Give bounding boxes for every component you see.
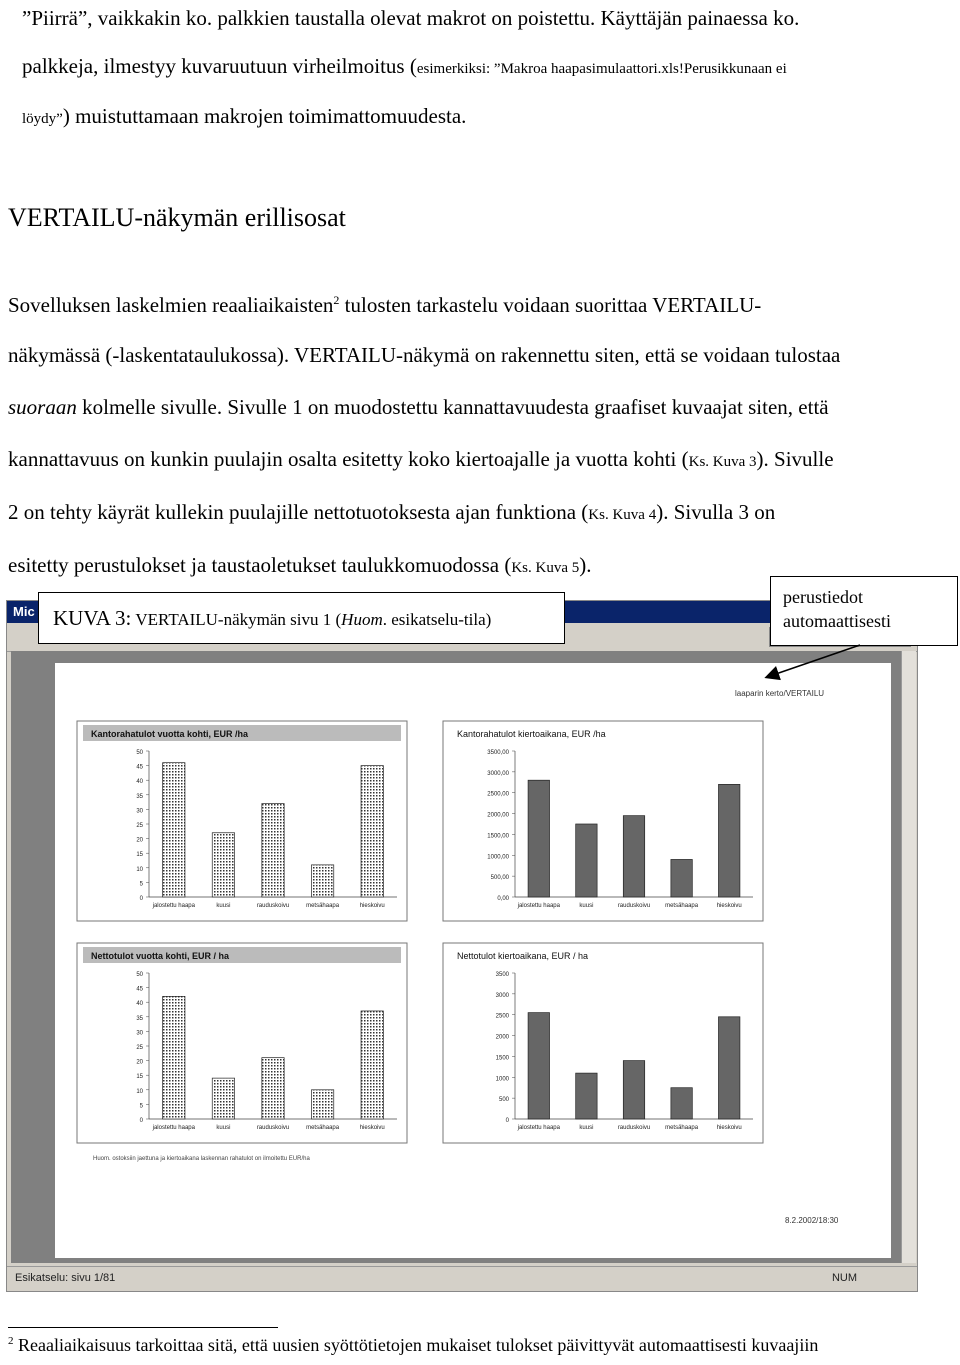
paragraph-line-3: [8, 395, 829, 420]
chart-3-xtick: jalostettu haapa: [152, 1125, 195, 1131]
intro-text-3a: löydy”: [22, 111, 63, 127]
chart-1-ytick: 10: [136, 866, 143, 873]
chart-3-ytick: 25: [136, 1045, 143, 1051]
p6-ref: Ks. Kuva 5: [511, 560, 580, 576]
p3-italic: suoraan: [8, 395, 77, 419]
chart-1-xtick: hieskoivu: [359, 903, 385, 909]
chart-1-ytick: 5: [139, 881, 143, 888]
chart-3-ytick: 40: [136, 1001, 143, 1008]
chart-4-bar: [718, 1017, 739, 1119]
window-title: Mic: [13, 604, 35, 619]
chart-2-title: Kantorahatulot kiertoaikana, EUR /ha: [457, 729, 606, 739]
chart-4-ytick: 2000: [495, 1034, 509, 1041]
chart-3-ytick: 45: [136, 986, 143, 993]
chart-3-frame: [77, 943, 407, 1143]
chart-4-bar: [528, 1013, 549, 1119]
caption-italic: Huom: [341, 610, 383, 629]
chart-1-ytick: 20: [136, 837, 143, 844]
chart-4-xtick: jalostettu haapa: [517, 1125, 560, 1131]
chart-2-ytick: 1000,00: [487, 854, 509, 861]
p3-text: kolmelle sivulle. Sivulle 1 on muodostettu kannattavuudesta graafiset kuvaajat siten, että: [76, 395, 829, 419]
p6-text-c: ).: [579, 553, 592, 577]
chart-3-xtick: kuusi: [216, 1125, 231, 1131]
charts-canvas: [55, 663, 891, 1258]
chart-2-ytick: 3000,00: [487, 770, 509, 777]
chart-2-ytick: 0,00: [497, 896, 509, 902]
excel-screenshot: [6, 600, 918, 1292]
chart-1-ytick: 50: [136, 750, 143, 756]
callout-line-2: automaattisesti: [783, 611, 891, 631]
chart-3-title: Nettotulot vuotta kohti, EUR / ha: [91, 951, 229, 961]
chart-4-ytick: 1000: [495, 1076, 509, 1083]
chart-1-ytick: 35: [136, 793, 143, 800]
chart-3-xtick: metsähaapa: [306, 1125, 340, 1131]
chart-4-xtick: metsähaapa: [665, 1125, 699, 1131]
chart-1-ytick: 40: [136, 779, 143, 786]
chart-3-ytick: 10: [136, 1088, 143, 1095]
chart-3-bar: [262, 1058, 284, 1119]
chart-3-xtick: hieskoivu: [359, 1125, 385, 1131]
callout-box: [770, 576, 958, 646]
p1-text-b: tulosten tarkastelu voidaan suorittaa VERTAILU-: [339, 293, 762, 317]
chart-1-frame: [77, 721, 407, 921]
chart-2-xtick: jalostettu haapa: [517, 903, 560, 909]
chart-4-title: Nettotulot kiertoaikana, EUR / ha: [457, 951, 589, 961]
chart-2-ytick: 2500,00: [487, 791, 509, 798]
intro-line-1: [22, 6, 799, 31]
intro-text-1: ”Piirrä”, vaikkakin ko. palkkien taustalla olevat makrot on poistettu. Käyttäjän painaessa ko.: [22, 6, 800, 30]
chart-4-xtick: kuusi: [579, 1125, 594, 1131]
p4-text-c: ). Sivulle: [756, 447, 834, 471]
chart-1-xtick: rauduskoivu: [256, 903, 290, 909]
chart-1-ytick: 25: [136, 823, 143, 829]
chart-3-ytick: 5: [139, 1103, 143, 1110]
chart-4-ytick: 1500: [495, 1055, 509, 1062]
chart-3-ytick: 30: [136, 1030, 143, 1037]
caption-label: KUVA 3:: [53, 606, 132, 630]
status-bar: [7, 1266, 917, 1291]
chart-3-xtick: rauduskoivu: [256, 1125, 290, 1131]
page-header: laaparin kerto/VERTAILU: [735, 689, 825, 698]
section-heading: VERTAILU-näkymän erillisosat: [8, 203, 346, 232]
chart-1-xtick: kuusi: [216, 903, 231, 909]
paragraph-line-2: näkymässä (-laskentataulukossa). VERTAILU-näkymä on rakennettu siten, että se voidaan tulostaa: [8, 343, 841, 367]
intro-line-2: [22, 54, 787, 79]
p4-ref: Ks. Kuva 3: [688, 454, 757, 470]
footnote-number: 2: [8, 1335, 14, 1347]
chart-4-ytick: 500: [498, 1097, 509, 1104]
chart-2-xtick: rauduskoivu: [617, 903, 651, 909]
chart-2-ytick: 1500,00: [487, 833, 509, 840]
chart-1-bar: [163, 763, 185, 897]
chart-1-bar: [212, 833, 234, 897]
status-num: NUM: [831, 1272, 857, 1284]
chart-4-ytick: 0: [505, 1118, 509, 1124]
chart-1-bar: [311, 865, 333, 897]
chart-3-bar: [212, 1078, 234, 1119]
chart-3-ytick: 0: [139, 1118, 143, 1124]
caption-text-c: . esikatselu-tila): [382, 610, 492, 629]
page-date: 8.2.2002/18:30: [785, 1216, 839, 1225]
chart-4-ytick: 3500: [495, 972, 509, 978]
chart-2-bar: [623, 816, 644, 897]
p1-text-a: Sovelluksen laskelmien reaaliaikaisten: [8, 293, 334, 317]
chart-2-bar: [718, 784, 739, 897]
chart-4-xtick: hieskoivu: [716, 1125, 742, 1131]
chart-2-bar: [576, 824, 597, 897]
intro-text-3b: ) muistuttamaan makrojen toimimattomuudesta.: [62, 104, 467, 128]
intro-line-3: [22, 104, 466, 129]
p5-text-c: ). Sivulla 3 on: [656, 500, 776, 524]
chart-2-ytick: 3500,00: [487, 750, 509, 756]
intro-text-2b: esimerkiksi: ”Makroa haapasimulaattori.xls!Perusikkunaan ei: [416, 61, 787, 77]
vertical-scrollbar[interactable]: [901, 651, 916, 1263]
callout-line-1: perustiedot: [783, 587, 863, 607]
p6-text-a: esitetty perustulokset ja taustaoletukset taulukkomuodossa (: [8, 553, 512, 577]
footnote: [8, 1335, 818, 1356]
footnote-text: Reaaliaikaisuus tarkoittaa sitä, että uusien syöttötietojen mukaiset tulokset päivittyvät automaattisesti kuvaajiin: [13, 1335, 819, 1355]
chart-4-bar: [671, 1088, 692, 1119]
preview-paper: [55, 663, 891, 1258]
chart-1-ytick: 0: [139, 896, 143, 902]
chart-2-xtick: hieskoivu: [716, 903, 742, 909]
chart-2-bar: [671, 859, 692, 897]
intro-text-2a: palkkeja, ilmestyy kuvaruutuun virheilmoitus (: [22, 54, 417, 78]
chart-1-ytick: 15: [136, 852, 143, 859]
paragraph-line-5: [8, 500, 775, 525]
p5-ref: Ks. Kuva 4: [588, 507, 657, 523]
footnote-rule: [8, 1327, 278, 1328]
preview-page-area: [11, 651, 916, 1263]
paragraph-line-1: [8, 293, 761, 318]
chart-1-xtick: jalostettu haapa: [152, 903, 195, 909]
figure-caption-box: [38, 592, 565, 644]
chart-note: Huom. ostoksiin jaettuna ja kiertoaikana laskennan rahatulot on ilmoitettu EUR/ha: [93, 1156, 310, 1162]
chart-1-title: Kantorahatulot vuotta kohti, EUR /ha: [91, 729, 249, 739]
chart-4-xtick: rauduskoivu: [617, 1125, 651, 1131]
chart-1-bar: [361, 766, 383, 897]
p5-text-a: 2 on tehty käyrät kullekin puulajille nettotuotoksesta ajan funktiona (: [8, 500, 589, 524]
chart-3-bar: [361, 1011, 383, 1119]
p4-text-a: kannattavuus on kunkin puulajin osalta esitetty koko kiertoajalle ja vuotta kohti (: [8, 447, 689, 471]
chart-1-bar: [262, 804, 284, 897]
status-text: Esikatselu: sivu 1/81: [15, 1272, 116, 1284]
chart-3-ytick: 20: [136, 1059, 143, 1066]
figure-caption: [53, 606, 491, 631]
paragraph-line-4: [8, 447, 834, 472]
chart-3-ytick: 50: [136, 972, 143, 978]
paragraph-line-6: [8, 553, 592, 578]
chart-1-ytick: 30: [136, 808, 143, 815]
chart-2-xtick: kuusi: [579, 903, 594, 909]
chart-4-bar: [576, 1073, 597, 1119]
chart-3-bar: [311, 1090, 333, 1119]
chart-4-ytick: 3000: [495, 992, 509, 999]
chart-1-xtick: metsähaapa: [306, 903, 340, 909]
chart-3-bar: [163, 996, 185, 1119]
charts-group: [77, 721, 763, 1143]
chart-3-ytick: 35: [136, 1015, 143, 1022]
chart-4-bar: [623, 1061, 644, 1119]
chart-2-bar: [528, 780, 549, 897]
chart-4-ytick: 2500: [495, 1013, 509, 1020]
chart-1-ytick: 45: [136, 764, 143, 771]
chart-3-ytick: 15: [136, 1074, 143, 1081]
chart-4-frame: [443, 943, 763, 1143]
caption-text-a: VERTAILU-näkymän sivu 1 (: [131, 610, 342, 629]
chart-2-xtick: metsähaapa: [665, 903, 699, 909]
chart-2-ytick: 500,00: [490, 875, 509, 882]
footnote-ref: 2: [333, 293, 340, 307]
chart-2-ytick: 2000,00: [487, 812, 509, 819]
